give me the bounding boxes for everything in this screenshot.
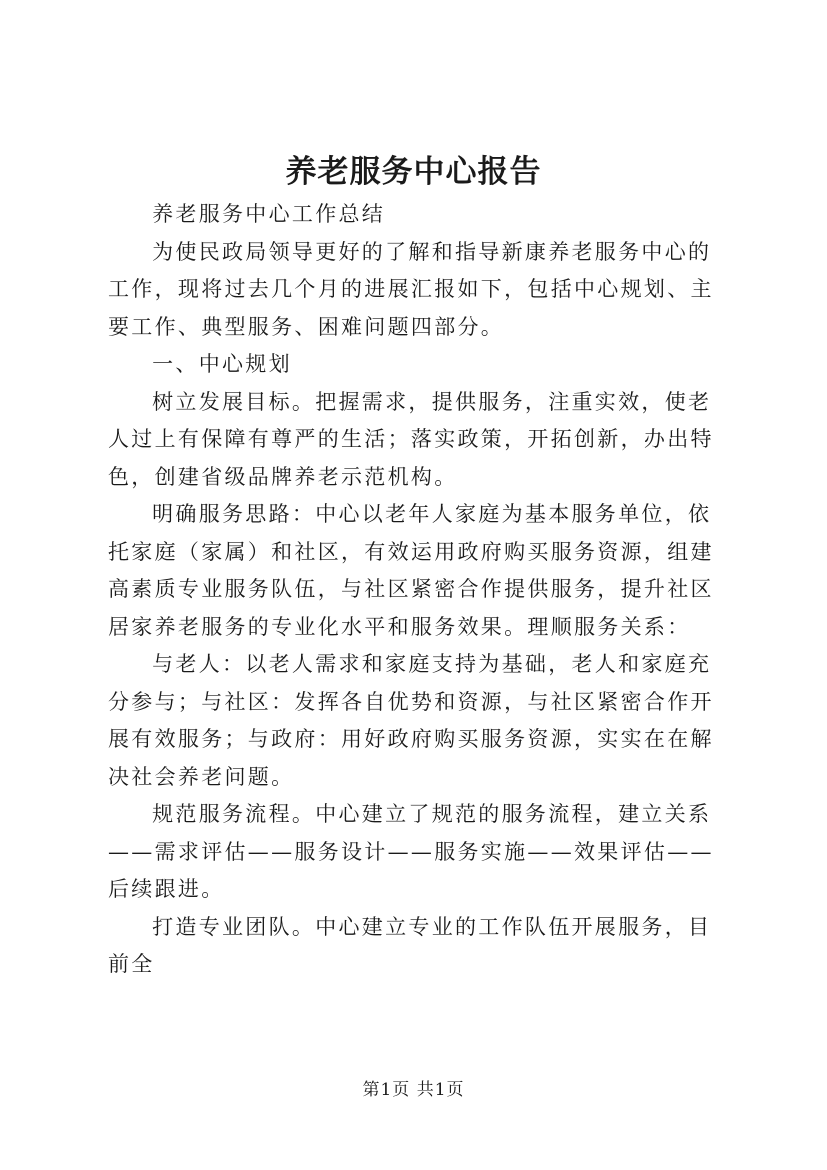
section-heading: 一、中心规划 xyxy=(152,352,292,376)
paragraph-goal: 树立发展目标。把握需求，提供服务，注重实效，使老人过上有保障有尊严的生活；落实政策，开拓创新，办出特色，创建省级品牌养老示范机构。 xyxy=(108,389,714,489)
paragraph-process: 规范服务流程。中心建立了规范的服务流程，建立关系——需求评估——服务设计——服务实施——效果评估——后续跟进。 xyxy=(108,802,714,901)
paragraph-subtitle: 养老服务中心工作总结 xyxy=(152,202,386,226)
paragraph-team: 打造专业团队。中心建立专业的工作队伍开展服务，目前全 xyxy=(108,914,712,976)
page-footer: 第1页 共1页 xyxy=(362,1080,465,1100)
document-body xyxy=(108,196,732,984)
document-title: 养老服务中心报告 xyxy=(285,154,542,190)
paragraph-approach: 明确服务思路：中心以老年人家庭为基本服务单位，依托家庭（家属）和社区，有效运用政府购买服务资源，组建高素质专业服务队伍，与社区紧密合作提供服务，提升社区居家养老服务的专业化水平和服务效果。理顺服务关系： xyxy=(108,502,714,639)
paragraph-intro: 为使民政局领导更好的了解和指导新康养老服务中心的工作，现将过去几个月的进展汇报如下，包括中心规划、主要工作、典型服务、困难问题四部分。 xyxy=(108,239,714,339)
paragraph-relations: 与老人：以老人需求和家庭支持为基础，老人和家庭充分参与；与社区：发挥各自优势和资源，与社区紧密合作开展有效服务；与政府：用好政府购买服务资源，实实在在解决社会养老问题。 xyxy=(108,652,714,789)
